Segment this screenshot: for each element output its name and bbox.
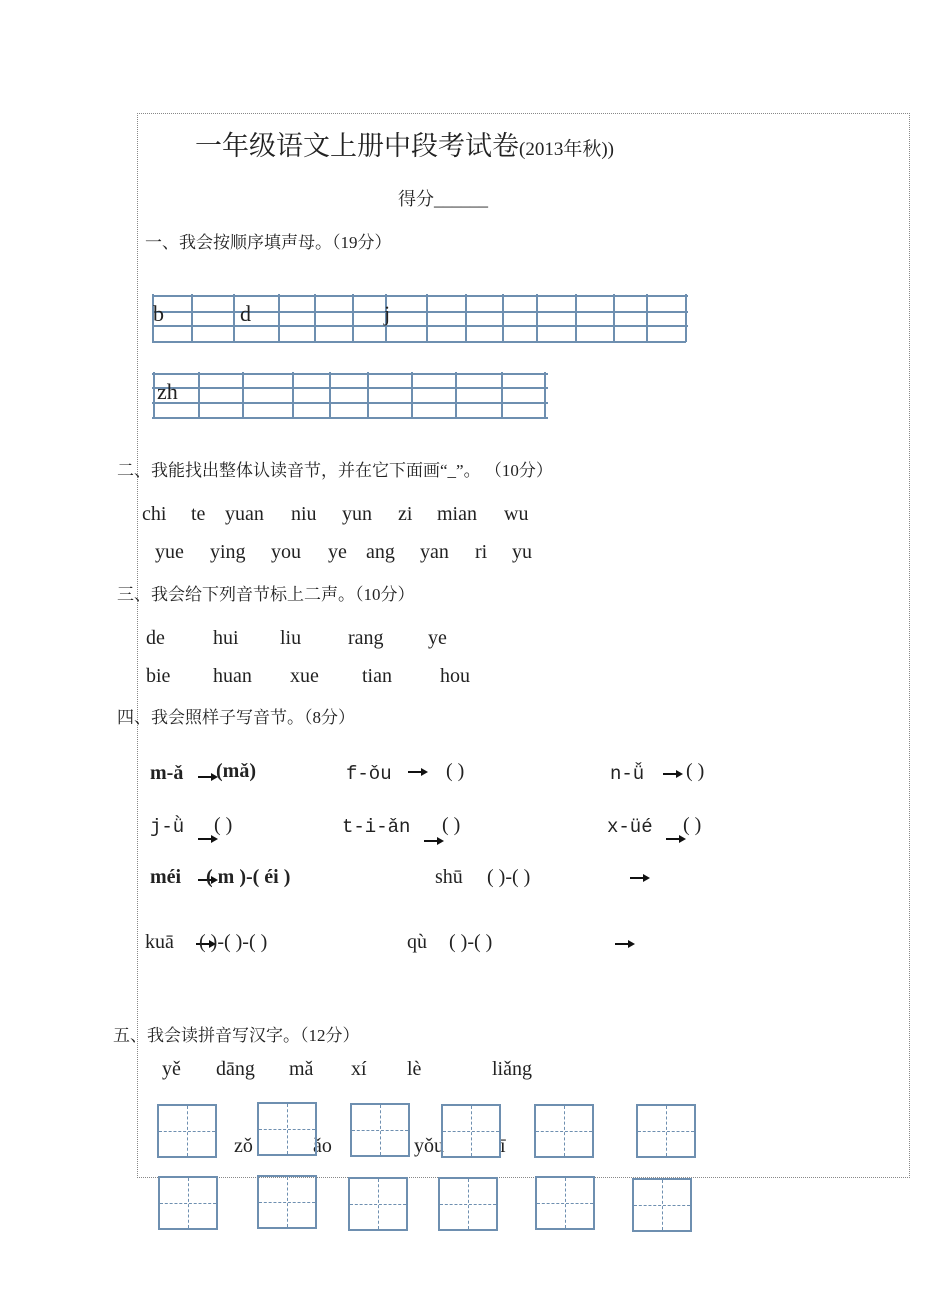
- character-box[interactable]: [157, 1104, 217, 1158]
- syllable: hui: [213, 627, 239, 649]
- answer-blank[interactable]: ( )-( ): [487, 866, 531, 888]
- answer-blank[interactable]: ( )-( )-( ): [199, 931, 268, 953]
- arrow-icon: [615, 943, 629, 945]
- example-answer: ( m )-( éi ): [206, 866, 291, 888]
- example-syllable: m-ǎ: [150, 762, 184, 784]
- arrow-icon: [198, 838, 212, 840]
- character-box[interactable]: [350, 1103, 410, 1157]
- syllable: zi: [398, 503, 413, 525]
- answer-blank[interactable]: ( ): [442, 814, 461, 836]
- syllable: zǒ: [234, 1135, 253, 1157]
- syllable: chi: [142, 503, 167, 525]
- syllable: yan: [420, 541, 449, 563]
- syllable-parts: n-ǚ: [610, 763, 645, 785]
- syllable: ī: [500, 1135, 506, 1157]
- syllable: liu: [280, 627, 302, 649]
- syllable: qù: [407, 931, 427, 953]
- section1-heading: 一、我会按顺序填声母。（19分）: [145, 233, 392, 252]
- syllable: dāng: [216, 1058, 255, 1080]
- consonant-grid-row1: [148, 290, 693, 346]
- arrow-icon: [408, 771, 422, 773]
- character-box[interactable]: [158, 1176, 218, 1230]
- grid-letter: zh: [157, 379, 178, 404]
- syllable: yuan: [225, 503, 264, 525]
- character-box[interactable]: [257, 1102, 317, 1156]
- section3-heading: 三、我会给下列音节标上二声。（10分）: [117, 585, 415, 604]
- syllable: ang: [366, 541, 395, 563]
- character-box[interactable]: [257, 1175, 317, 1229]
- syllable: xí: [351, 1058, 367, 1080]
- syllable: niu: [291, 503, 317, 525]
- syllable: wu: [504, 503, 529, 525]
- syllable: you: [271, 541, 301, 563]
- arrow-icon: [630, 877, 644, 879]
- section5-heading: 五、我会读拼音写汉字。（12分）: [113, 1026, 360, 1045]
- syllable: liǎng: [492, 1058, 532, 1080]
- section4-heading: 四、我会照样子写音节。（8分）: [117, 708, 355, 727]
- syllable: yun: [342, 503, 372, 525]
- syllable: mian: [437, 503, 477, 525]
- syllable: ri: [475, 541, 488, 563]
- character-box[interactable]: [636, 1104, 696, 1158]
- example-syllable: méi: [150, 866, 182, 888]
- syllable-parts: f-ǒu: [346, 763, 392, 785]
- syllable-parts: x-üé: [607, 816, 653, 838]
- syllable: yue: [155, 541, 184, 563]
- syllable: ye: [428, 627, 447, 649]
- grid-letter: d: [240, 301, 251, 326]
- character-box[interactable]: [535, 1176, 595, 1230]
- consonant-grid-row2: [148, 368, 553, 422]
- syllable-parts: j-ǜ: [150, 816, 185, 838]
- answer-blank[interactable]: ( ): [446, 760, 465, 782]
- arrow-icon: [663, 773, 677, 775]
- page-border: [137, 113, 910, 1178]
- character-box[interactable]: [348, 1177, 408, 1231]
- answer-blank[interactable]: ( ): [214, 814, 233, 836]
- syllable: lè: [407, 1058, 422, 1080]
- syllable: kuā: [145, 931, 174, 953]
- character-box[interactable]: [632, 1178, 692, 1232]
- grid-letter: b: [153, 301, 164, 326]
- syllable: xue: [290, 665, 319, 687]
- answer-blank[interactable]: ( )-( ): [449, 931, 493, 953]
- answer-blank[interactable]: ( ): [683, 814, 702, 836]
- syllable: yu: [512, 541, 532, 563]
- syllable: rang: [348, 627, 384, 649]
- syllable: ying: [210, 541, 246, 563]
- syllable: huan: [213, 665, 252, 687]
- syllable: tian: [362, 665, 392, 687]
- character-box[interactable]: [534, 1104, 594, 1158]
- answer-blank[interactable]: ( ): [686, 760, 705, 782]
- syllable: yǒu: [414, 1135, 444, 1157]
- syllable: yě: [162, 1058, 181, 1080]
- syllable: bie: [146, 665, 171, 687]
- grid-letter: j: [384, 301, 391, 326]
- syllable: hou: [440, 665, 470, 687]
- arrow-icon: [424, 840, 438, 842]
- syllable: ye: [328, 541, 347, 563]
- syllable: te: [191, 503, 206, 525]
- syllable: de: [146, 627, 165, 649]
- syllable: mǎ: [289, 1058, 314, 1080]
- syllable-parts: t-i-ǎn: [342, 816, 411, 838]
- arrow-icon: [666, 838, 680, 840]
- character-box[interactable]: [441, 1104, 501, 1158]
- syllable: ǎo: [313, 1135, 332, 1157]
- arrow-icon: [198, 776, 212, 778]
- score-field: 得分______: [398, 189, 488, 209]
- exam-title: 一年级语文上册中段考试卷(2013年秋)): [195, 131, 614, 161]
- section2-heading: 二、我能找出整体认读音节，并在它下面画“_”。 （10分）: [117, 461, 553, 480]
- example-answer: (mǎ): [216, 760, 256, 782]
- syllable: shū: [435, 866, 463, 888]
- character-box[interactable]: [438, 1177, 498, 1231]
